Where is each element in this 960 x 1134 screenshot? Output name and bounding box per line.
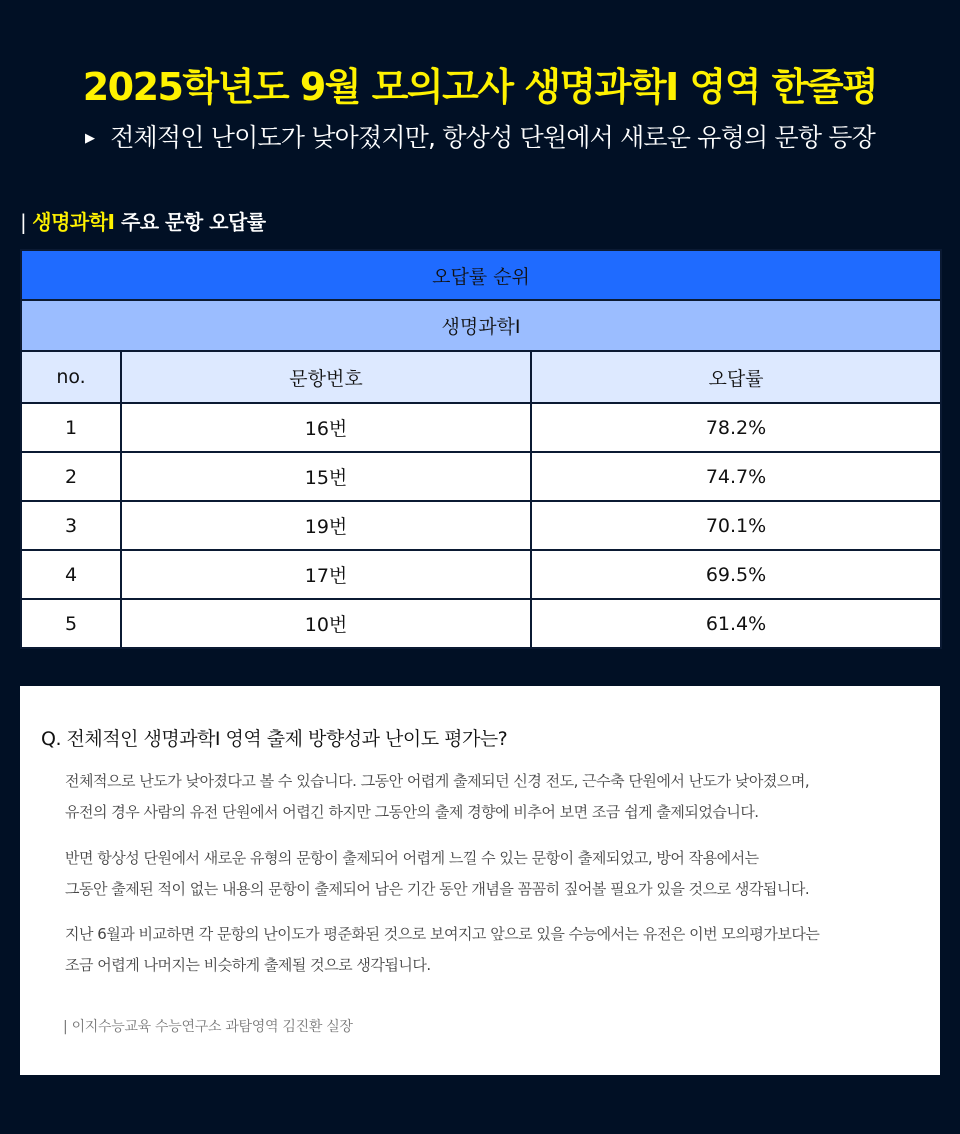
answer-line: 그동안 출제된 적이 없는 내용의 문항이 출제되어 남은 기간 동안 개념을 꼼꼼히 짚어볼 필요가 있을 것으로 생각됩니다. [65,880,810,898]
triangle-right-icon: ▶ [84,131,95,146]
cell-question: 16번 [121,403,531,452]
cell-no: 2 [21,452,121,501]
source-credit: | 이지수능교육 수능연구소 과탐영역 김진환 실장 [63,1019,353,1035]
cell-rate: 78.2% [531,403,941,452]
cell-no: 5 [21,599,121,648]
answer-paragraph-2 [65,843,905,905]
answer-paragraph-1 [65,766,905,828]
table-subject: 생명과학Ⅰ [21,300,941,351]
table-row [21,501,941,550]
cell-rate: 74.7% [531,452,941,501]
question-heading: Q. 전체적인 생명과학Ⅰ 영역 출제 방향성과 난이도 평가는? [41,728,508,750]
cell-no: 1 [21,403,121,452]
column-header-no: no. [21,351,121,403]
qa-card [20,686,940,1075]
table-row [21,452,941,501]
section-subject: 생명과학Ⅰ [32,210,115,234]
answer-line: 반면 항상성 단원에서 새로운 유형의 문항이 출제되어 어렵게 느낄 수 있는 문항이 출제되었고, 방어 작용에서는 [65,849,759,867]
cell-no: 3 [21,501,121,550]
section-bar: | [20,210,27,234]
cell-no: 4 [21,550,121,599]
cell-question: 15번 [121,452,531,501]
table-row [21,550,941,599]
table-row [21,403,941,452]
section-title: 주요 문항 오답률 [114,210,266,234]
cell-rate: 61.4% [531,599,941,648]
page-subtitle [0,118,960,154]
cell-question: 17번 [121,550,531,599]
cell-question: 10번 [121,599,531,648]
answer-line: 지난 6월과 비교하면 각 문항의 난이도가 평준화된 것으로 보여지고 앞으로 있을 수능에서는 유전은 이번 모의평가보다는 [65,925,820,943]
column-header-question: 문항번호 [121,351,531,403]
table-heading: 오답률 순위 [21,250,941,300]
cell-rate: 70.1% [531,501,941,550]
answer-line: 유전의 경우 사람의 유전 단원에서 어렵긴 하지만 그동안의 출제 경향에 비추어 보면 조금 쉽게 출제되었습니다. [65,803,759,821]
section-heading [20,206,266,235]
answer-line: 조금 어렵게 나머지는 비슷하게 출제될 것으로 생각됩니다. [65,956,431,974]
cell-rate: 69.5% [531,550,941,599]
answer-paragraph-3 [65,919,905,981]
answer-line: 전체적으로 난도가 낮아졌다고 볼 수 있습니다. 그동안 어렵게 출제되던 신경 전도, 근수축 단원에서 난도가 낮아졌으며, [65,772,810,790]
table-row [21,599,941,648]
cell-question: 19번 [121,501,531,550]
page-title: 2025학년도 9월 모의고사 생명과학Ⅰ 영역 한줄평 [82,65,878,109]
subtitle-text: 전체적인 난이도가 낮아졌지만, 항상성 단원에서 새로운 유형의 문항 등장 [110,123,876,152]
column-header-rate: 오답률 [531,351,941,403]
wrong-answer-table [20,249,942,649]
